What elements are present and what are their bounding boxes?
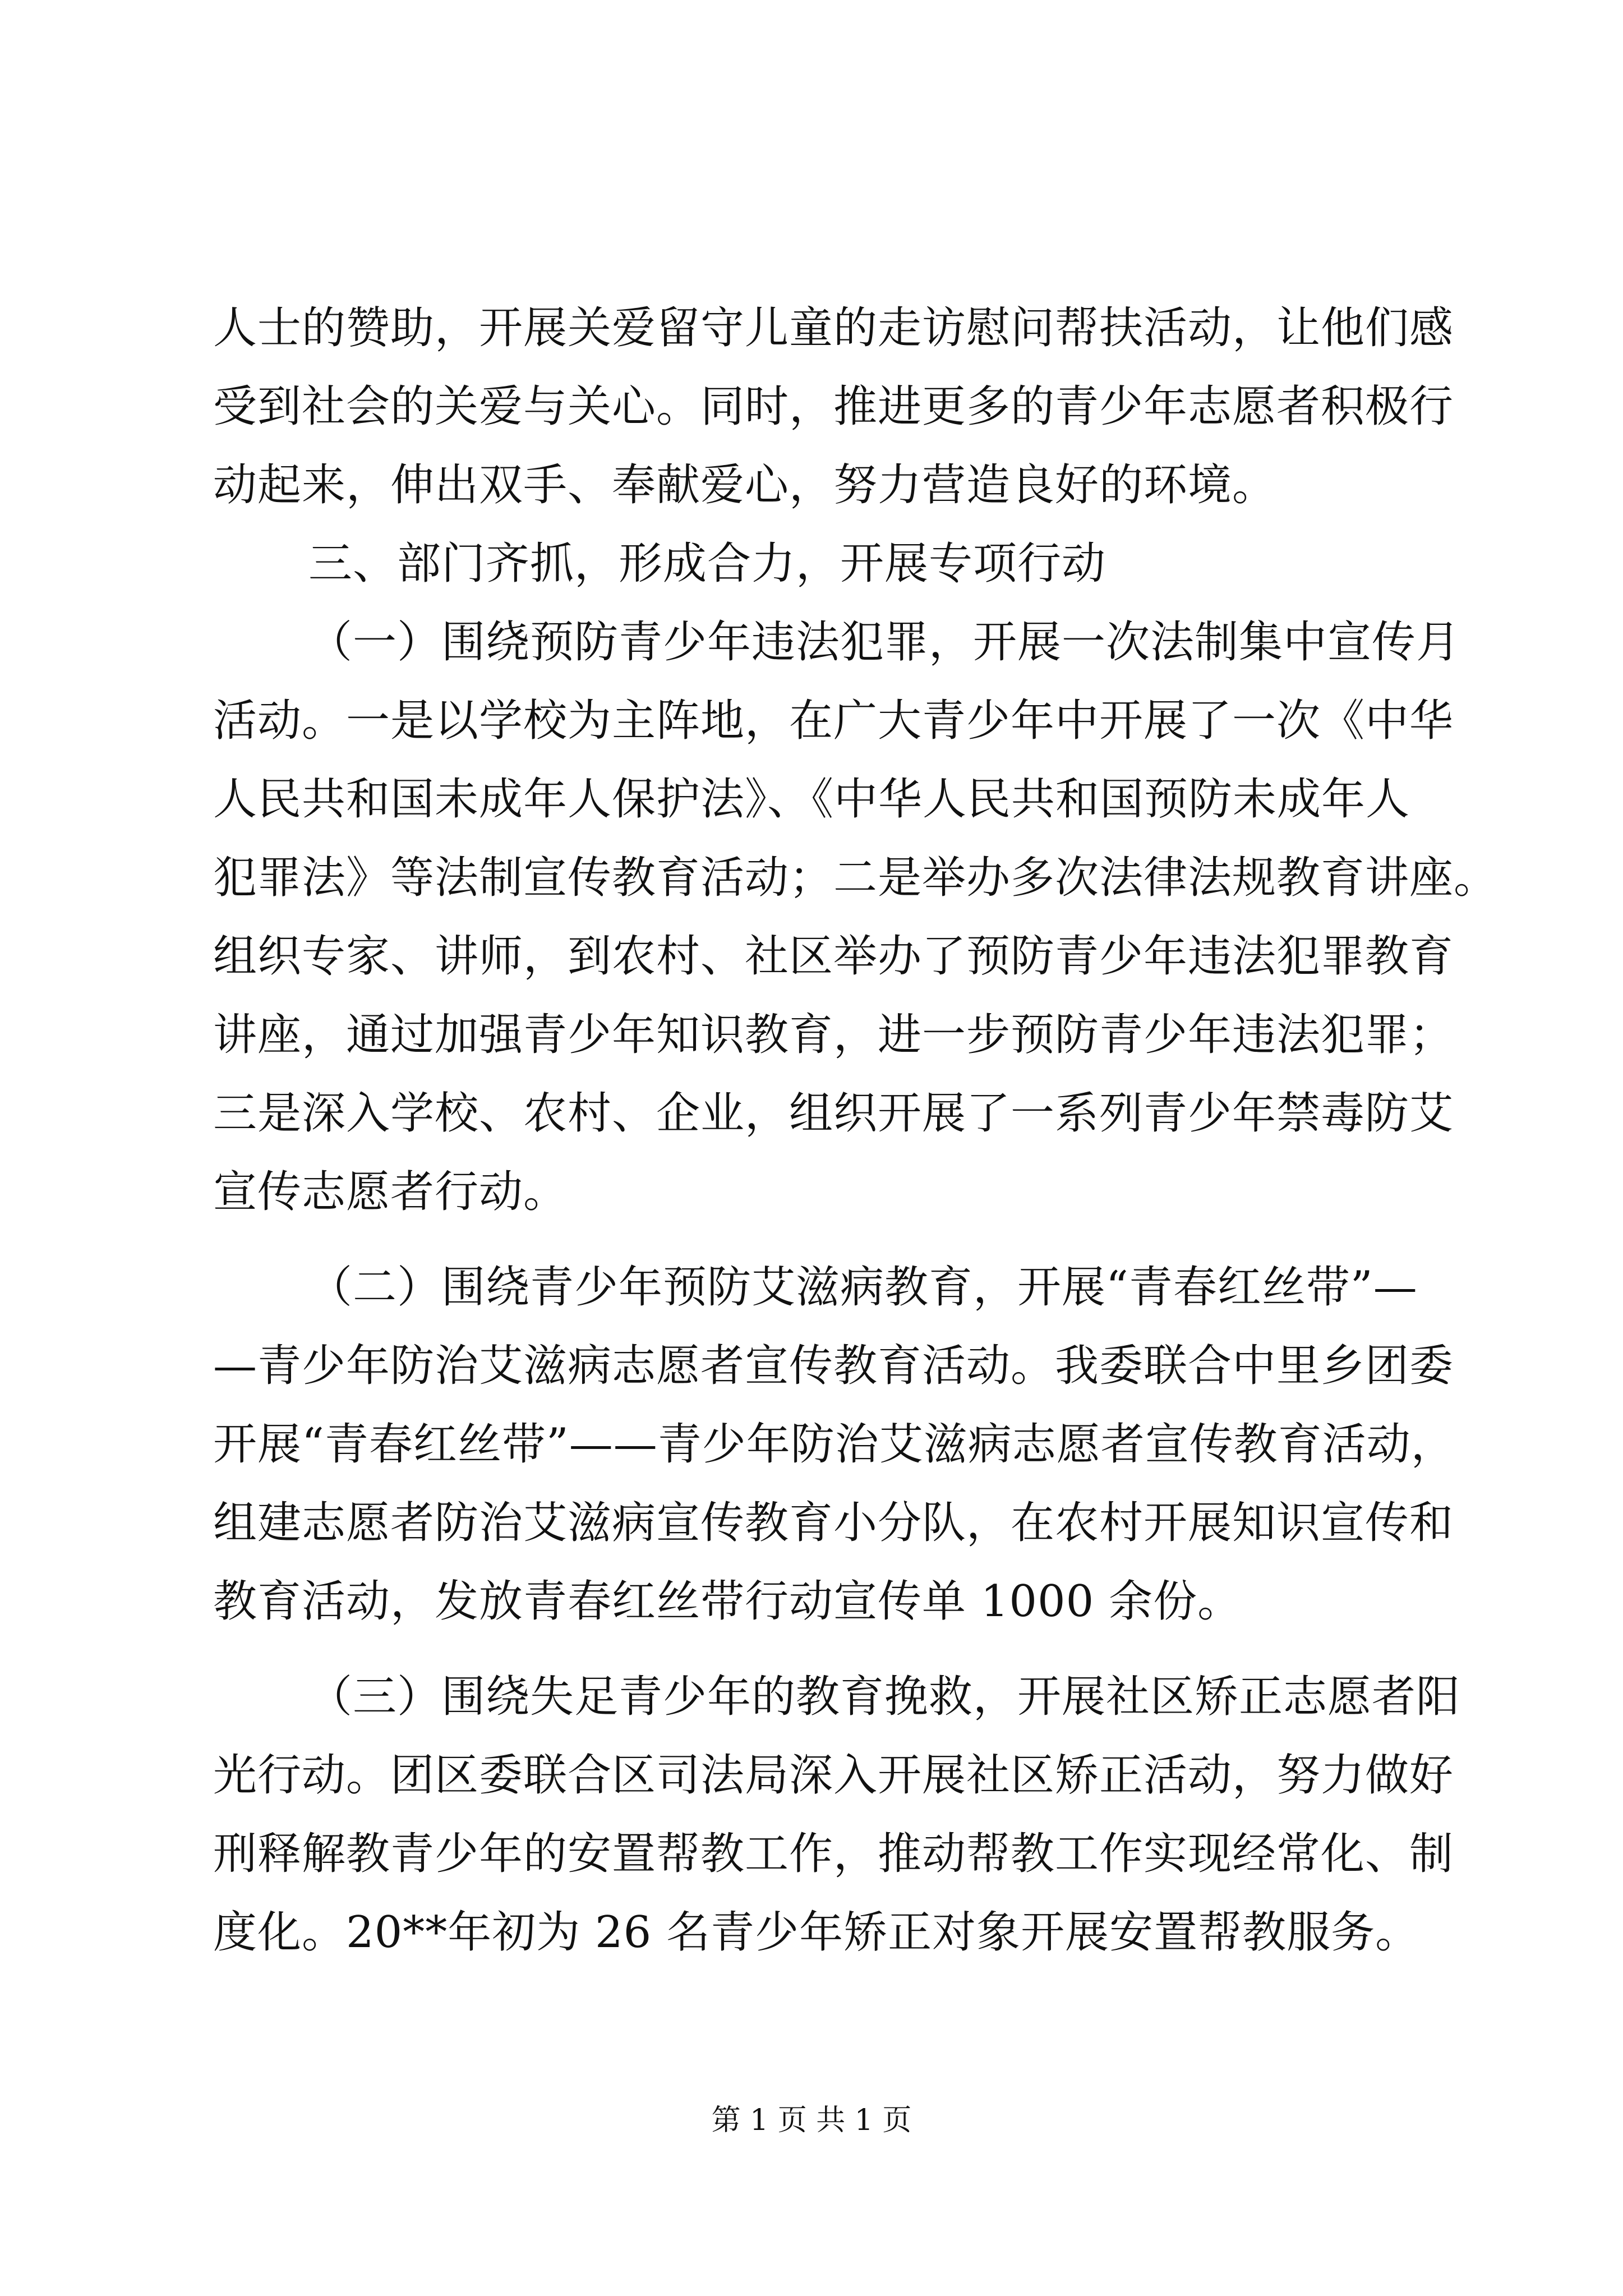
page-footer bbox=[0, 2098, 1623, 2143]
text-line: 光行动。团区委联合区司法局深入开展社区矫正活动，努力做好 bbox=[213, 1750, 1454, 1801]
text-line: 犯罪法》等法制宣传教育活动；二是举办多次法律法规教育讲座。 bbox=[213, 853, 1498, 903]
paragraph-item-1 bbox=[213, 603, 1498, 1231]
document-body bbox=[213, 289, 1498, 1972]
text-line: 讲座，通过加强青少年知识教育，进一步预防青少年违法犯罪； bbox=[213, 1010, 1454, 1060]
text-line: （一）围绕预防青少年违法犯罪，开展一次法制集中宣传月 bbox=[308, 617, 1461, 668]
text-line: （二）围绕青少年预防艾滋病教育，开展“青春红丝带”— bbox=[308, 1262, 1418, 1313]
paragraph-item-2 bbox=[213, 1248, 1455, 1641]
heading-line: 三、部门齐抓，形成合力，开展专项行动 bbox=[308, 539, 1106, 589]
text-line: 受到社会的关爱与关心。同时，推进更多的青少年志愿者积极行 bbox=[213, 381, 1454, 432]
text-line: 人士的赞助，开展关爱留守儿童的走访慰问帮扶活动，让他们感 bbox=[213, 303, 1454, 353]
text-line: 组建志愿者防治艾滋病宣传教育小分队，在农村开展知识宣传和 bbox=[213, 1498, 1454, 1548]
paragraph-continuation bbox=[213, 289, 1454, 524]
text-line: 度化。20**年初为 26 名青少年矫正对象开展安置帮教服务。 bbox=[213, 1907, 1420, 1958]
section-heading bbox=[213, 524, 1441, 603]
text-line: 人民共和国未成年人保护法》、《中华人民共和国预防未成年人 bbox=[213, 774, 1410, 825]
text-line: —青少年防治艾滋病志愿者宣传教育活动。我委联合中里乡团委 bbox=[213, 1341, 1454, 1391]
text-line: 活动。一是以学校为主阵地，在广大青少年中开展了一次《中华 bbox=[213, 696, 1454, 746]
text-line: 组织专家、讲师，到农村、社区举办了预防青少年违法犯罪教育 bbox=[213, 931, 1454, 982]
text-line: 刑释解教青少年的安置帮教工作，推动帮教工作实现经常化、制 bbox=[213, 1829, 1454, 1879]
text-line: 动起来，伸出双手、奉献爱心，努力营造良好的环境。 bbox=[213, 460, 1277, 510]
text-line: （三）围绕失足青少年的教育挽救，开展社区矫正志愿者阳 bbox=[308, 1672, 1461, 1722]
text-line: 三是深入学校、农村、企业，组织开展了一系列青少年禁毒防艾 bbox=[213, 1088, 1454, 1139]
text-line: 开展“青春红丝带”——青少年防治艾滋病志愿者宣传教育活动， bbox=[213, 1419, 1455, 1470]
text-line: 教育活动，发放青春红丝带行动宣传单 1000 余份。 bbox=[213, 1576, 1242, 1627]
text-line: 宣传志愿者行动。 bbox=[213, 1167, 568, 1217]
paragraph-item-3 bbox=[213, 1658, 1461, 1972]
page-number-label: 第 1 页 共 1 页 bbox=[711, 2104, 912, 2137]
